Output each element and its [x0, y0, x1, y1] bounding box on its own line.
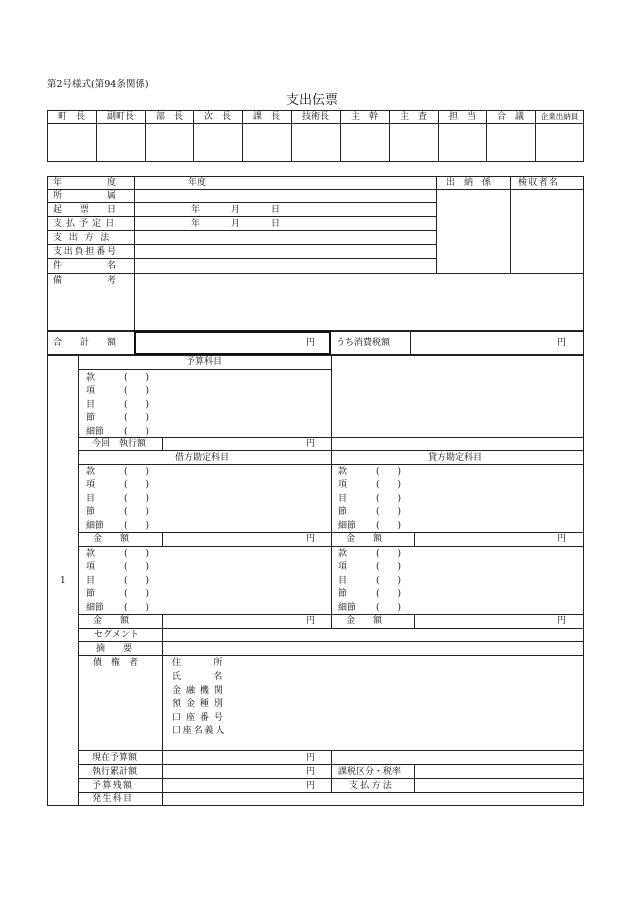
- kihyo-day: 日: [271, 205, 281, 215]
- kamoku-kou-label: 項: [86, 386, 96, 396]
- kamoku-paren: ( ): [376, 480, 402, 490]
- shiharai-month: 月: [231, 219, 241, 229]
- kamoku-paren: ( ): [376, 507, 402, 517]
- suitou-label: 出 納 係: [446, 178, 492, 188]
- total-amount-box: [134, 331, 331, 355]
- jusho-label: 住 所: [172, 658, 224, 668]
- yosan-zan-yen: 円: [306, 781, 316, 791]
- kinyu-label: 金融機関: [172, 686, 228, 696]
- kamoku-kan-label: 款: [86, 373, 96, 383]
- kamoku-kan-label: 款: [86, 467, 96, 477]
- approval-label: 課 長: [252, 112, 280, 122]
- kamoku-paren: ( ): [124, 373, 150, 383]
- kamoku-paren: ( ): [124, 494, 150, 504]
- kingaku-label-4: 金 額: [346, 616, 383, 626]
- yosan-kamoku-label: 予算科目: [186, 357, 223, 367]
- kamoku-kan-label: 款: [86, 549, 96, 559]
- shozoku-label: 所 属: [53, 191, 117, 201]
- kashikata-label: 貸方勘定科目: [428, 453, 483, 463]
- kamoku-saisetsu-label: 細節: [338, 521, 357, 531]
- tax-yen: 円: [557, 338, 567, 348]
- shiharai-day: 日: [271, 219, 281, 229]
- tax-label: うち消費税額: [336, 338, 391, 348]
- kamoku-saisetsu-label: 細節: [86, 427, 105, 437]
- kamoku-paren: ( ): [124, 521, 150, 531]
- approval-label: 部 長: [155, 112, 183, 122]
- kamoku-moku-label: 目: [338, 494, 348, 504]
- page-title: 支出伝票: [286, 93, 339, 108]
- kamoku-paren: ( ): [124, 480, 150, 490]
- kamoku-paren: ( ): [376, 589, 402, 599]
- kamoku-setsu-label: 節: [86, 507, 96, 517]
- total-yen: 円: [306, 338, 316, 348]
- kingaku-yen-1: 円: [306, 534, 316, 544]
- kamoku-paren: ( ): [124, 603, 150, 613]
- row-number: 1: [60, 576, 66, 586]
- kingaku-yen-2: 円: [557, 534, 567, 544]
- approval-label: 合 議: [496, 112, 524, 122]
- kamoku-paren: ( ): [124, 413, 150, 423]
- approval-label: 技術長: [301, 112, 329, 122]
- kamoku-setsu-label: 節: [338, 507, 348, 517]
- approval-label: 副町長: [106, 112, 134, 122]
- kingaku-label-2: 金 額: [346, 534, 383, 544]
- hassei-kamoku-label: 発生科目: [92, 794, 134, 804]
- kamoku-paren: ( ): [376, 494, 402, 504]
- kamoku-paren: ( ): [124, 576, 150, 586]
- shiharai-yotei-label: 支払予定日: [53, 219, 119, 229]
- kamoku-paren: ( ): [376, 603, 402, 613]
- shikkou-ruikei-label: 執行累計額: [92, 767, 138, 777]
- kamoku-paren: ( ): [124, 386, 150, 396]
- kazei-label: 課税区分・税率: [338, 767, 402, 777]
- shimei-label: 氏 名: [172, 672, 224, 682]
- form-number: 第2号様式(第94条関係): [47, 79, 149, 90]
- kihyo-month: 月: [231, 205, 241, 215]
- kamoku-kou-label: 項: [86, 480, 96, 490]
- kamoku-moku-label: 目: [86, 400, 96, 410]
- koza-bango-label: 口座番号: [172, 713, 228, 723]
- kingaku-yen-4: 円: [557, 616, 567, 626]
- yosan-zan-label: 予算残額: [92, 781, 134, 791]
- kamoku-saisetsu-label: 細節: [86, 603, 105, 613]
- kingaku-label-1: 金 額: [93, 534, 130, 544]
- yokin-label: 預金種別: [172, 699, 228, 709]
- konkai-label: 今回 執行額: [92, 439, 147, 449]
- tekiyo-label: 摘 要: [96, 644, 133, 654]
- kamoku-paren: ( ): [376, 467, 402, 477]
- kamoku-paren: ( ): [124, 400, 150, 410]
- kamoku-paren: ( ): [124, 562, 150, 572]
- kamoku-moku-label: 目: [338, 576, 348, 586]
- approval-label: 企業出納員: [540, 112, 579, 121]
- shiharai-year: 年: [191, 219, 201, 229]
- shishutsu-hoho-label: 支出方法: [53, 233, 117, 243]
- kamoku-paren: ( ): [376, 576, 402, 586]
- nendo-value: 年度: [188, 178, 207, 188]
- total-label: 合 計 額: [53, 338, 117, 348]
- kihyo-year: 年: [191, 205, 201, 215]
- kenmei-label: 件 名: [53, 261, 117, 271]
- shiharai-hoho-label: 支払方法: [349, 781, 395, 791]
- kihyo-label: 起 票 日: [53, 205, 117, 215]
- approval-label: 次 長: [203, 112, 231, 122]
- kamoku-paren: ( ): [124, 427, 150, 437]
- kamoku-saisetsu-label: 細節: [86, 521, 105, 531]
- koza-meigi-label: 口座名義人: [172, 726, 227, 736]
- kamoku-paren: ( ): [124, 507, 150, 517]
- kamoku-kou-label: 項: [338, 562, 348, 572]
- kenshu-label: 検収者名: [518, 178, 560, 188]
- genzai-yosan-label: 現在予算額: [92, 753, 138, 763]
- kamoku-kou-label: 項: [338, 480, 348, 490]
- kamoku-setsu-label: 節: [86, 589, 96, 599]
- kamoku-kan-label: 款: [338, 549, 348, 559]
- kamoku-paren: ( ): [124, 549, 150, 559]
- kamoku-paren: ( ): [376, 562, 402, 572]
- approval-label: 担 当: [448, 112, 476, 122]
- kamoku-paren: ( ): [124, 467, 150, 477]
- kamoku-setsu-label: 節: [338, 589, 348, 599]
- approval-label: 町 長: [57, 112, 85, 122]
- shikkou-ruikei-yen: 円: [306, 767, 316, 777]
- kamoku-paren: ( ): [376, 549, 402, 559]
- kamoku-setsu-label: 節: [86, 413, 96, 423]
- segment-label: セグメント: [94, 630, 139, 640]
- kingaku-yen-3: 円: [306, 616, 316, 626]
- kingaku-label-3: 金 額: [93, 616, 130, 626]
- konkai-yen: 円: [306, 439, 316, 449]
- approval-label: 主 幹: [350, 112, 378, 122]
- kamoku-kou-label: 項: [86, 562, 96, 572]
- kamoku-kan-label: 款: [338, 467, 348, 477]
- header-block: [47, 176, 584, 331]
- kamoku-paren: ( ): [376, 521, 402, 531]
- nendo-label: 年 度: [53, 178, 117, 188]
- futan-bango-label: 支出負担番号: [53, 247, 118, 257]
- biko-label: 備 考: [53, 276, 117, 286]
- kamoku-saisetsu-label: 細節: [338, 603, 357, 613]
- saikensha-label: 債 権 者: [93, 658, 139, 668]
- kamoku-moku-label: 目: [86, 576, 96, 586]
- karikata-label: 借方勘定科目: [175, 453, 230, 463]
- kamoku-moku-label: 目: [86, 494, 96, 504]
- kamoku-paren: ( ): [124, 589, 150, 599]
- genzai-yosan-yen: 円: [306, 753, 316, 763]
- approval-label: 主 査: [399, 112, 427, 122]
